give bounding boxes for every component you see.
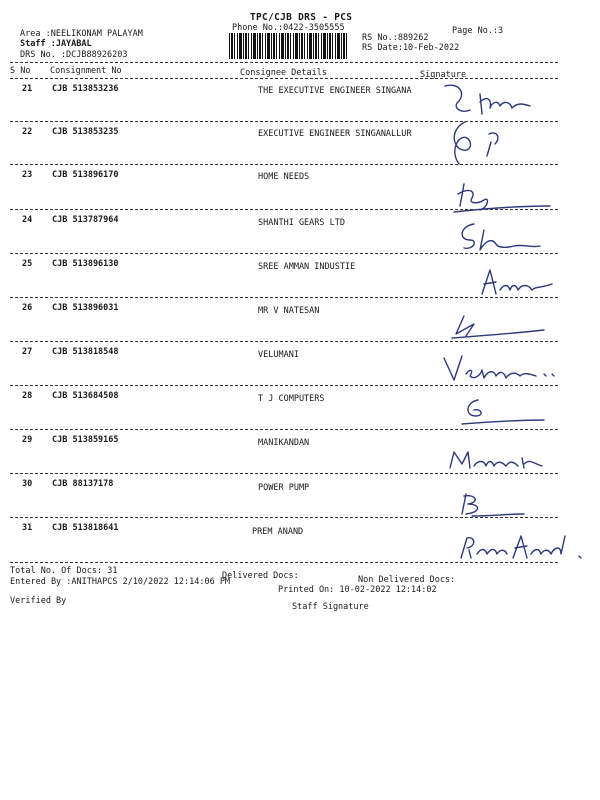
row-sno: 26 — [22, 303, 33, 313]
rs-date: RS Date:10-Feb-2022 — [362, 43, 460, 53]
page-number: Page No.:3 — [452, 26, 504, 36]
signature-24 — [450, 218, 550, 262]
row-consignee: T J COMPUTERS — [258, 394, 325, 404]
row-consignee: EXECUTIVE ENGINEER SINGANALLUR — [258, 129, 412, 139]
row-sno: 24 — [22, 215, 33, 225]
column-header-consignment: Consignment No — [50, 66, 122, 76]
row-sno: 27 — [22, 347, 33, 357]
row-consignee: VELUMANI — [258, 350, 299, 360]
row-consignee: MR V NATESAN — [258, 306, 320, 316]
barcode — [229, 33, 347, 59]
rs-number: RS No.:889262 — [362, 33, 429, 43]
row-consignment: CJB 513787964 — [52, 215, 119, 225]
row-sno: 23 — [22, 170, 33, 180]
document-title: TPC/CJB DRS - PCS — [250, 12, 353, 23]
signature-25 — [472, 266, 562, 300]
signature-21 — [440, 80, 570, 122]
header-divider — [10, 62, 558, 63]
staff-label: Staff :JAYABAL — [20, 39, 92, 49]
row-consignee: POWER PUMP — [258, 483, 310, 493]
column-header-sno: S No — [10, 66, 31, 76]
row-sno: 21 — [22, 84, 33, 94]
total-docs: Total No. Of Docs: 31 — [10, 566, 118, 576]
printed-on: Printed On: 10-02-2022 12:14:02 — [278, 585, 437, 595]
row-consignment: CJB 513853235 — [52, 127, 119, 137]
row-consignment: CJB 513818548 — [52, 347, 119, 357]
row-consignee: SHANTHI GEARS LTD — [258, 218, 345, 228]
row-sno: 31 — [22, 523, 33, 533]
signature-22 — [445, 120, 515, 172]
non-delivered-docs: Non Delivered Docs: — [358, 575, 456, 585]
row-sno: 25 — [22, 259, 33, 269]
drs-number: DRS No. :DCJB88926203 — [20, 50, 128, 60]
row-consignment: CJB 513896031 — [52, 303, 119, 313]
row-consignment: CJB 513896170 — [52, 170, 119, 180]
row-consignee: SREE AMMAN INDUSTIE — [258, 262, 356, 272]
row-consignee: HOME NEEDS — [258, 172, 310, 182]
column-header-consignee: Consignee Details — [240, 68, 327, 78]
entered-by: Entered By :ANITHAPCS 2/10/2022 12:14:06 PM — [10, 577, 231, 587]
row-sno: 29 — [22, 435, 33, 445]
row-consignment: CJB 513853236 — [52, 84, 119, 94]
row-sno: 30 — [22, 479, 33, 489]
area-label: Area :NEELIKONAM PALAYAM — [20, 29, 143, 39]
row-consignment: CJB 88137178 — [52, 479, 114, 489]
column-header-signature: Signature — [420, 70, 467, 80]
signature-27 — [440, 352, 570, 386]
staff-signature: Staff Signature — [292, 602, 369, 612]
signature-26 — [448, 312, 548, 342]
phone-number: Phone No.:0422-3505555 — [232, 23, 345, 33]
signature-30 — [452, 490, 532, 524]
signature-29 — [446, 448, 556, 474]
delivered-docs: Delivered Docs: — [222, 571, 299, 581]
row-sno: 22 — [22, 127, 33, 137]
row-consignee: MANIKANDAN — [258, 438, 310, 448]
row-consignment: CJB 513818641 — [52, 523, 119, 533]
signature-23 — [450, 176, 560, 216]
column-header-divider — [10, 78, 558, 79]
row-consignee: PREM ANAND — [252, 527, 304, 537]
row-consignment: CJB 513896130 — [52, 259, 119, 269]
signature-31 — [455, 530, 590, 566]
row-sno: 28 — [22, 391, 33, 401]
row-consignment: CJB 513859165 — [52, 435, 119, 445]
row-consignee: THE EXECUTIVE ENGINEER SINGANA — [258, 86, 412, 96]
row-consignment: CJB 513684508 — [52, 391, 119, 401]
signature-28 — [458, 396, 548, 430]
verified-by: Verified By — [10, 596, 67, 606]
